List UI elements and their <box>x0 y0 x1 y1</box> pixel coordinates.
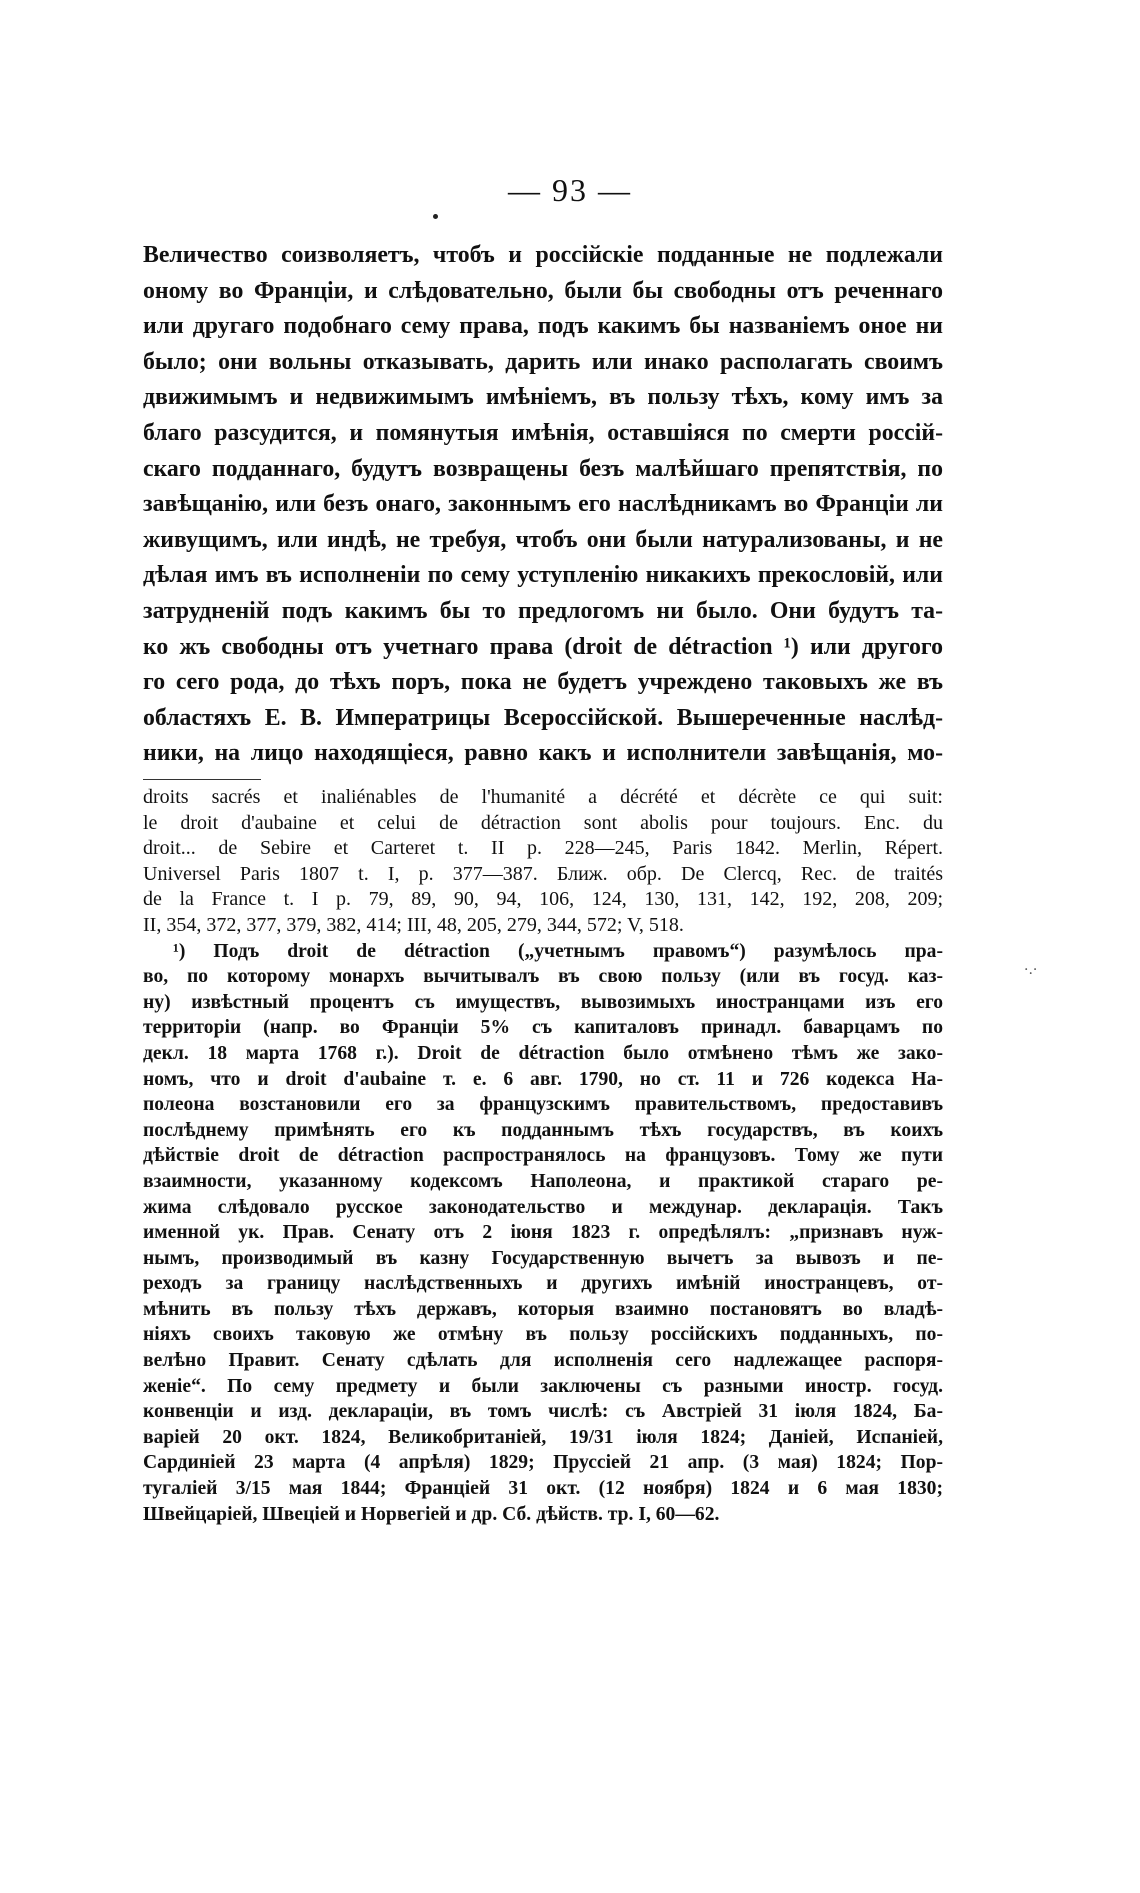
body-line: движимымъ и недвижимымъ имѣніемъ, въ пользу тѣхъ, кому имъ за <box>143 384 943 411</box>
footnote-line: ніяхъ своихъ таковую же отмѣну въ пользу россійскихъ подданныхъ, по- <box>143 1324 943 1346</box>
footnote-line: ну) извѣстный процентъ съ имуществъ, вывозимыхъ иностранцами изъ его <box>143 991 943 1013</box>
footnote-line: droit... de Sebire et Carteret t. II p. 228—245, Paris 1842. Merlin, Répert. <box>143 837 943 860</box>
footnote-line: de la France t. I p. 79, 89, 90, 94, 106, 124, 130, 131, 142, 192, 208, 209; <box>143 888 943 911</box>
footnote-line: полеона возстановили его за французскимъ правительствомъ, предоставивъ <box>143 1094 943 1116</box>
body-line: ники, на лицо находящіеся, равно какъ и исполнители завѣщанія, мо- <box>143 740 943 767</box>
footnote-line: варіей 20 окт. 1824, Великобританіей, 19/31 іюля 1824; Даніей, Испаніей, <box>143 1426 943 1448</box>
footnote-separator <box>143 779 261 780</box>
footnote-line: реходъ за границу наслѣдственныхъ и другихъ имѣній иностранцевъ, от- <box>143 1273 943 1295</box>
footnotes <box>143 785 943 1527</box>
footnote-line: ¹) Подъ droit de détraction („учетнымъ правомъ“) разумѣлось пра- <box>173 940 943 962</box>
page-number: — 93 — <box>508 172 632 208</box>
body-line: благо разсудится, и помянутыя имѣнія, оставшіяся по смерти россій- <box>143 419 943 446</box>
footnote-line: декл. 18 марта 1768 г.). Droit de détraction было отмѣнено тѣмъ же зако- <box>143 1042 943 1064</box>
footnote-line: конвенціи и изд. деклараціи, въ томъ числѣ: съ Австріей 31 іюля 1824, Ба- <box>143 1401 943 1423</box>
footnote-line: территоріи (напр. во Франціи 5% съ капиталовъ принадл. баварцамъ по <box>143 1017 943 1039</box>
body-line: го сего рода, до тѣхъ поръ, пока не будетъ учреждено таковыхъ же въ <box>143 669 943 696</box>
body-line: областяхъ Е. В. Императрицы Всероссійской. Вышереченные наслѣд- <box>143 704 943 731</box>
footnote-line: взаимности, указанному кодексомъ Наполеона, и практикой стараго ре- <box>143 1170 943 1192</box>
footnote-line: послѣднему примѣнять его къ подданнымъ тѣхъ государствъ, въ коихъ <box>143 1119 943 1141</box>
body-line: завѣщанію, или безъ онаго, законнымъ его наслѣдникамъ во Франціи ли <box>143 491 943 518</box>
body-line: или другаго подобнаго сему права, подъ какимъ бы названіемъ оное ни <box>143 313 943 340</box>
footnote-line: женіе“. По сему предмету и были заключены съ разными иностр. госуд. <box>143 1375 943 1397</box>
footnote-line: номъ, что и droit d'aubaine т. е. 6 авг. 1790, но ст. 11 и 726 кодекса На- <box>143 1068 943 1090</box>
footnote-line: дѣйствіе droit de détraction распространялось на французовъ. Тому же пути <box>143 1145 943 1167</box>
print-speck <box>433 214 438 219</box>
footnote-line: жима слѣдовало русское законодательство и междунар. декларація. Такъ <box>143 1196 943 1218</box>
footnote-line: Universel Paris 1807 t. I, p. 377—387. Ближ. обр. De Clercq, Rec. de traités <box>143 862 943 885</box>
body-line: оному во Франціи, и слѣдовательно, были бы свободны отъ реченнаго <box>143 277 943 304</box>
margin-speck: ·.· <box>1024 962 1038 978</box>
body-line: скаго подданнаго, будутъ возвращены безъ малѣйшаго препятствія, по <box>143 455 943 482</box>
footnote-line: le droit d'aubaine et celui de détraction sont abolis pour toujours. Enc. du <box>143 811 943 834</box>
footnote-line: во, по которому монархъ вычитывалъ въ свою пользу (или въ госуд. каз- <box>143 966 943 988</box>
body-line: Величество соизволяетъ, чтобъ и россійскіе подданные не подлежали <box>143 242 943 268</box>
footnote-line: велѣно Правит. Сенату сдѣлать для исполненія сего надлежащее распоря- <box>143 1350 943 1372</box>
footnote-line: Швейцаріей, Швеціей и Норвегіей и др. Сб. дѣйств. тр. I, 60—62. <box>143 1503 720 1525</box>
body-line: затрудненій подъ какимъ бы то предлогомъ ни было. Они будутъ та- <box>143 597 943 624</box>
footnote-line: droits sacrés et inaliénables de l'humanité a décrété et décrète ce qui suit: <box>143 786 943 808</box>
body-line: дѣлая имъ въ исполненіи по сему уступленію никакихъ прекословій, или <box>143 562 943 589</box>
footnote-line: тугаліей 3/15 мая 1844; Франціей 31 окт. (12 ноября) 1824 и 6 мая 1830; <box>143 1478 943 1500</box>
footnote-line: мѣнить въ пользу тѣхъ державъ, которыя взаимно постановятъ во владѣ- <box>143 1298 943 1320</box>
body-line: ко жъ свободны отъ учетнаго права (droit de détraction ¹) или другого <box>143 633 943 660</box>
body-line: живущимъ, или индѣ, не требуя, чтобъ они были натурализованы, и не <box>143 526 943 553</box>
footnote-line: именной ук. Прав. Сенату отъ 2 іюня 1823 г. опредѣлялъ: „признавъ нуж- <box>143 1222 943 1244</box>
footnote-1 <box>143 939 943 1528</box>
footnote-line: II, 354, 372, 377, 379, 382, 414; III, 48, 205, 279, 344, 572; V, 518. <box>143 913 684 936</box>
main-body-text <box>143 238 943 772</box>
footnote-continuation <box>143 785 943 939</box>
body-line: было; они вольны отказывать, дарить или инако располагать своимъ <box>143 348 943 375</box>
footnote-line: нымъ, производимый въ казну Государственную вычетъ за вывозъ и пе- <box>143 1247 943 1269</box>
footnote-line: Сардиніей 23 марта (4 апрѣля) 1829; Пруссіей 21 апр. (3 мая) 1824; Пор- <box>143 1452 943 1474</box>
